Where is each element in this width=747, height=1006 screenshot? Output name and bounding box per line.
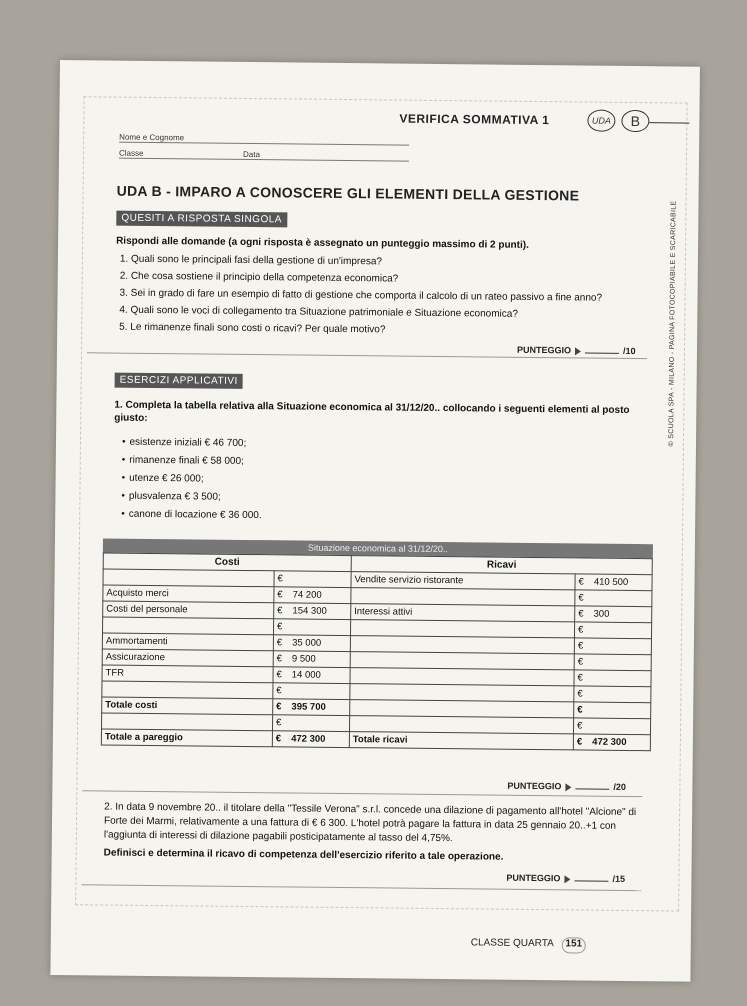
copyright-side-text: © SCUOLA SPA - MILANO - PAGINA FOTOCOPIABILE E SCARICABILE [667,200,678,447]
bullet-item: • plusvalenza € 3 500; [121,491,220,503]
score-label: PUNTEGGIO [506,872,561,884]
cost-label-cell[interactable] [103,617,274,635]
uda-title: UDA B - IMPARO A CONOSCERE GLI ELEMENTI DELLA GESTIONE [116,182,580,204]
bullet-item: • rimanenze finali € 58 000; [122,455,244,467]
cost-value-cell[interactable] [273,619,350,636]
date-field-label: Data [242,149,260,160]
costs-header: Costi [103,553,351,572]
euro-symbol: € [277,589,283,601]
score-max: /20 [613,781,627,792]
euro-symbol: € [276,701,282,713]
cost-label-cell: Totale costi [102,697,273,715]
section-tag-single-answer: QUESITI A RISPOSTA SINGOLA [116,211,287,228]
revenues-header: Ricavi [351,556,652,575]
revenue-value-cell[interactable] [574,622,651,639]
page-footer [471,936,586,953]
cost-value-cell[interactable] [273,683,350,700]
revenue-label-cell: Totale ricavi [349,732,573,750]
amount-value: 395 700 [291,701,326,713]
unit-letter-badge: B [621,110,649,132]
euro-symbol: € [578,624,584,636]
amount-value: 154 300 [292,605,327,617]
revenue-value-cell [573,734,650,751]
cost-value-cell[interactable] [272,715,349,732]
question-5: 5. Le rimanenze finali sono costi o ricavi? Per quale motivo? [119,321,386,336]
amount-value: 9 500 [291,653,316,665]
cost-value-cell [273,635,350,652]
question-3: 3. Sei in grado di fare un esempio di fatto di gestione che comporta il calcolo di un rateo passivo a fine anno? [119,287,603,304]
triangle-icon [575,347,581,355]
cost-label-cell[interactable] [103,569,274,587]
amount-value: 74 200 [292,589,322,601]
euro-symbol: € [277,605,283,617]
cost-label-cell[interactable] [102,681,273,699]
cost-value-cell [273,651,350,668]
cost-value-cell [273,699,350,716]
euro-symbol: € [275,733,282,745]
euro-symbol: € [577,640,584,652]
score-exercise2 [506,873,625,884]
score-blank[interactable] [585,353,619,354]
euro-symbol: € [577,688,583,700]
score-max: /10 [622,345,636,357]
date-field[interactable] [239,150,409,162]
amount-value: 35 000 [292,637,322,649]
income-statement-table [101,538,653,751]
score-blank[interactable] [575,788,609,789]
euro-symbol: € [276,685,282,697]
table-caption: Situazione economica al 31/12/20.. [103,538,653,558]
euro-symbol: € [578,592,584,604]
cost-label-cell: Assicurazione [102,649,273,667]
revenue-value-cell[interactable] [574,670,651,687]
class-field[interactable] [119,149,239,160]
revenue-value-cell [575,574,652,591]
euro-symbol: € [275,717,282,729]
cost-label-cell: Acquisto merci [103,585,274,603]
revenue-label-cell: Vendite servizio ristorante [351,572,575,590]
question-4: 4. Quali sono le voci di collegamento tra Situazione patrimoniale e Situazione economica? [119,304,518,320]
exercise-2-text: 2. In data 9 novembre 20.. il titolare della "Tessile Verona" s.r.l. concede una dilazione di pagamento all'hotel "Alcione" di Forte dei Marmi, relativamente a una fattura di € 6 300. L'hotel potrà pagare la fattura in data 25 gennaio 20..+1 con l'aggiunta di interessi di dilazione pagabili posticipatamente al tasso del 4,75%. [103,801,637,845]
exercise-2-instruction: Definisci e determina il ricavo di competenza dell'esercizio riferito a tale operazione. [103,847,504,863]
score-blank[interactable] [574,880,608,881]
footer-label: CLASSE QUARTA [470,937,554,950]
euro-symbol: € [576,720,583,732]
page-number: 151 [562,937,586,953]
revenue-value-cell[interactable] [574,686,651,703]
cost-label-cell: Costi del personale [103,601,274,619]
score-label: PUNTEGGIO [516,344,572,356]
euro-symbol: € [277,573,283,585]
cost-value-cell [274,603,351,620]
amount-value: 472 300 [592,736,627,748]
header-title: VERIFICA SOMMATIVA 1 [399,111,550,128]
euro-symbol: € [577,704,583,716]
euro-symbol: € [276,637,283,649]
revenue-label-cell: Interessi attivi [351,604,575,622]
name-field-label: Nome e Cognome [119,132,185,143]
revenue-value-cell[interactable] [574,702,651,719]
bullet-item: • utenze € 26 000; [122,473,204,485]
worksheet-page [50,60,700,982]
cost-label-cell: Totale a pareggio [101,729,272,747]
triangle-icon [564,875,570,883]
euro-symbol: € [578,608,584,620]
cost-value-cell [273,667,350,684]
revenue-value-cell[interactable] [575,590,652,607]
cost-value-cell [272,731,349,748]
triangle-icon [565,783,571,791]
euro-symbol: € [576,736,583,748]
uda-badge: UDA [587,110,615,132]
cost-label-cell: Ammortamenti [102,633,273,651]
euro-symbol: € [577,672,583,684]
euro-symbol: € [276,653,283,665]
euro-symbol: € [276,621,283,633]
revenue-value-cell[interactable] [574,638,651,655]
bullet-item: • canone di locazione € 36 000. [121,509,262,521]
euro-symbol: € [578,576,584,588]
revenue-value-cell[interactable] [574,654,651,671]
score-table [507,781,626,792]
exercise-1-text: 1. Completa la tabella relativa alla Situazione economica al 31/12/20.. collocando i seguenti elementi al posto giusto: [114,399,630,424]
cost-label-cell[interactable] [101,713,272,731]
question-1: 1. Quali sono le principali fasi della gestione di un'impresa? [119,253,383,268]
amount-value: 410 500 [593,576,629,588]
score-max: /15 [612,873,626,884]
amount-value: 14 000 [291,669,321,681]
bullet-item: • esistenze iniziali € 46 700; [122,437,246,449]
amount-value: 300 [593,608,610,620]
score-section1 [517,345,636,356]
cost-label-cell: TFR [102,665,273,683]
score-label: PUNTEGGIO [507,780,562,792]
amount-value: 472 300 [291,733,326,745]
question-2: 2. Che cosa sostiene il principio della competenza economica? [119,270,399,285]
cost-value-cell[interactable] [274,571,351,588]
cost-value-cell [274,587,351,604]
class-field-label: Classe [118,148,144,158]
euro-symbol: € [577,656,584,668]
euro-symbol: € [276,669,282,681]
section-tag-exercises: ESERCIZI APPLICATIVI [115,373,243,389]
revenue-value-cell[interactable] [573,718,650,735]
section1-instruction: Rispondi alle domande (a ogni risposta è assegnato un punteggio massimo di 2 punti). [116,235,529,251]
revenue-value-cell [575,606,652,623]
